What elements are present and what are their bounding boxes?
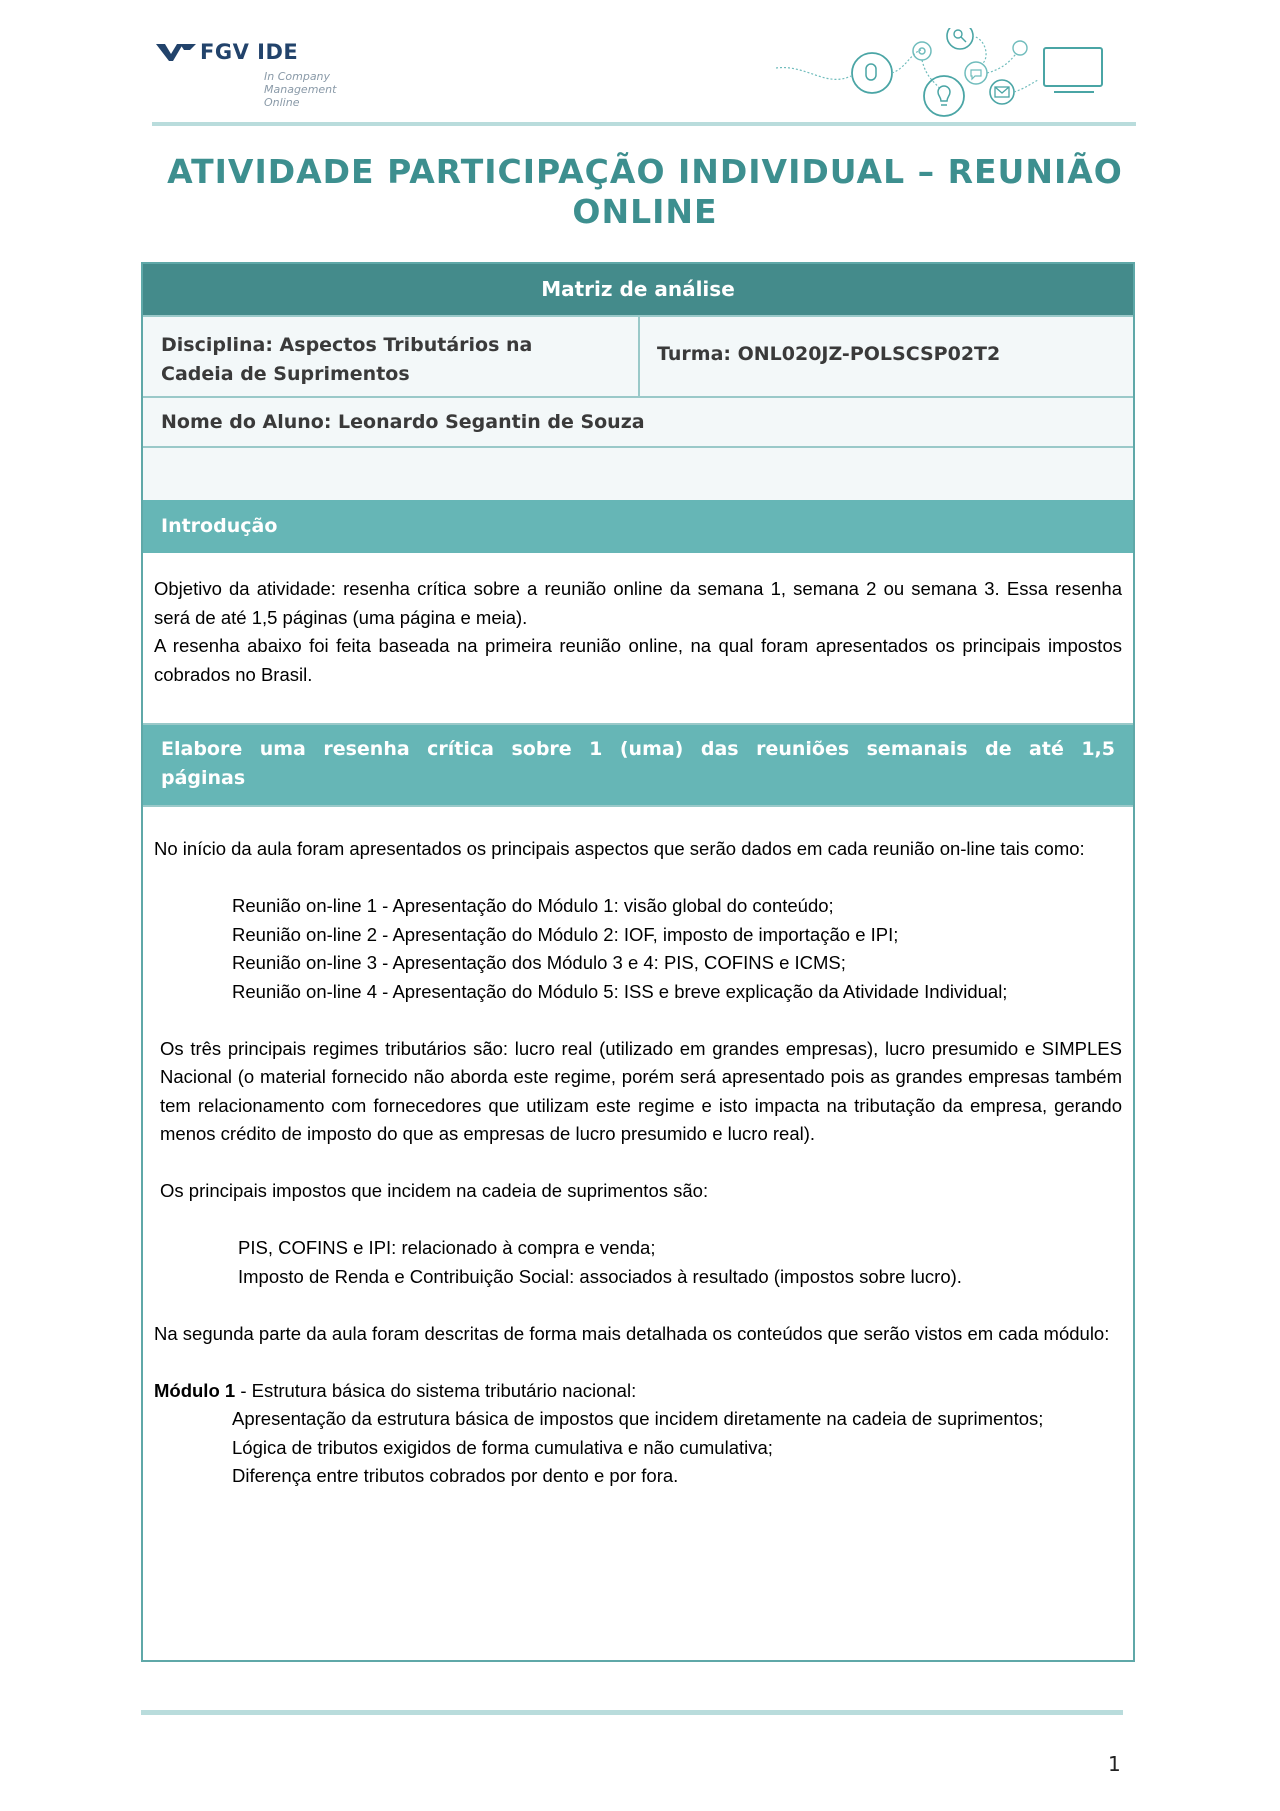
- modulo1-item: Diferença entre tributos cobrados por dento e por fora.: [232, 1465, 679, 1486]
- modulo1-item: Apresentação da estrutura básica de impostos que incidem diretamente na cadeia de suprimentos;: [232, 1408, 1044, 1429]
- body-paragraph: Os principais impostos que incidem na cadeia de suprimentos são:: [160, 1180, 709, 1201]
- reuniao-item: Reunião on-line 3 - Apresentação dos Módulo 3 e 4: PIS, COFINS e ICMS;: [232, 952, 846, 973]
- fgv-chevron-icon: [156, 44, 196, 62]
- page-title: ATIVIDADE PARTICIPAÇÃO INDIVIDUAL – REUNIÃO ONLINE: [167, 152, 1123, 231]
- blank-row: [143, 448, 1133, 500]
- body-paragraph: Na segunda parte da aula foram descritas de forma mais detalhada os conteúdos que serão vistos em cada módulo:: [154, 1322, 1110, 1344]
- footer-rule: [141, 1710, 1123, 1715]
- mail-icon: [990, 80, 1014, 104]
- header-rule: [152, 122, 1136, 126]
- modulo1-item: Lógica de tributos exigidos de forma cumulativa e não cumulativa;: [232, 1436, 773, 1458]
- body-paragraph: No início da aula foram apresentados os principais aspectos que serão dados em cada reunião on-line tais como:: [154, 838, 1085, 859]
- body-paragraph: Os três principais regimes tributários são: lucro real (utilizado em grandes empresas), lucro presumido e SIMPLES Nacional (o material fornecido não aborda este regime, porém será apresentado pois as grandes empresas também tem relacionamento com fornecedores que utilizam este regime e isto impacta na tributação da empresa, gerando menos crédito de imposto do que as empresas de lucro presumido e lucro real).: [160, 1037, 1122, 1144]
- target-icon: [913, 42, 931, 60]
- intro-paragraph: Objetivo da atividade: resenha crítica sobre a reunião online da semana 1, semana 2 ou semana 3. Essa resenha será de até 1,5 páginas (uma página e meia).: [154, 578, 1122, 628]
- modulo1-label: Módulo 1: [154, 1379, 236, 1401]
- reuniao-item: Reunião on-line 2 - Apresentação do Módulo 2: IOF, imposto de importação e IPI;: [232, 923, 899, 945]
- page-header: [152, 28, 1136, 128]
- turma-field: Turma: ONL020JZ-POLSCSP02T2: [657, 343, 1001, 365]
- course-info-row: [143, 315, 1133, 398]
- modulo1-title: - Estrutura básica do sistema tributário nacional:: [235, 1379, 637, 1401]
- intro-section: [143, 553, 1133, 723]
- matrix-header: Matriz de análise: [143, 264, 1133, 315]
- mouse-icon: [852, 53, 892, 93]
- monitor-icon: [1044, 48, 1102, 86]
- reuniao-item: Reunião on-line 1 - Apresentação do Módulo 1: visão global do conteúdo;: [232, 895, 834, 916]
- cell-divider: [638, 317, 640, 396]
- intro-paragraph: A resenha abaixo foi feita baseada na primeira reunião online, na qual foram apresentados os principais impostos cobrados no Brasil.: [154, 635, 1122, 685]
- reuniao-item: Reunião on-line 4 - Apresentação do Módulo 5: ISS e breve explicação da Atividade Individual;: [232, 980, 1008, 1002]
- imposto-item: Imposto de Renda e Contribuição Social: associados à resultado (impostos sobre lucro).: [238, 1265, 962, 1287]
- review-heading: Elabore uma resenha crítica sobre 1 (uma) das reuniões semanais de até 1,5 páginas: [143, 723, 1133, 805]
- student-name-field: Nome do Aluno: Leonardo Segantin de Souza: [143, 398, 1133, 448]
- review-body: [143, 805, 1133, 1660]
- disciplina-field: Disciplina: Aspectos Tributários na Cadeia de Suprimentos: [161, 334, 533, 385]
- wifi-icon: [1013, 41, 1027, 55]
- logo-sub-line: Online: [264, 96, 300, 109]
- logo-text: FGV IDE: [200, 40, 299, 64]
- imposto-item: PIS, COFINS e IPI: relacionado à compra e venda;: [238, 1237, 656, 1258]
- logo-subtitle: [264, 70, 336, 109]
- analysis-matrix: [141, 262, 1135, 1662]
- modulo1-heading: [154, 1377, 1122, 1406]
- logo-sub-line: Management: [264, 83, 337, 96]
- lightbulb-icon: [924, 76, 964, 116]
- logo-sub-line: In Company: [264, 70, 331, 83]
- page-number: 1: [1108, 1752, 1121, 1776]
- chat-icon: [965, 62, 987, 84]
- intro-heading: Introdução: [143, 500, 1133, 553]
- header-illustration: [776, 28, 1136, 128]
